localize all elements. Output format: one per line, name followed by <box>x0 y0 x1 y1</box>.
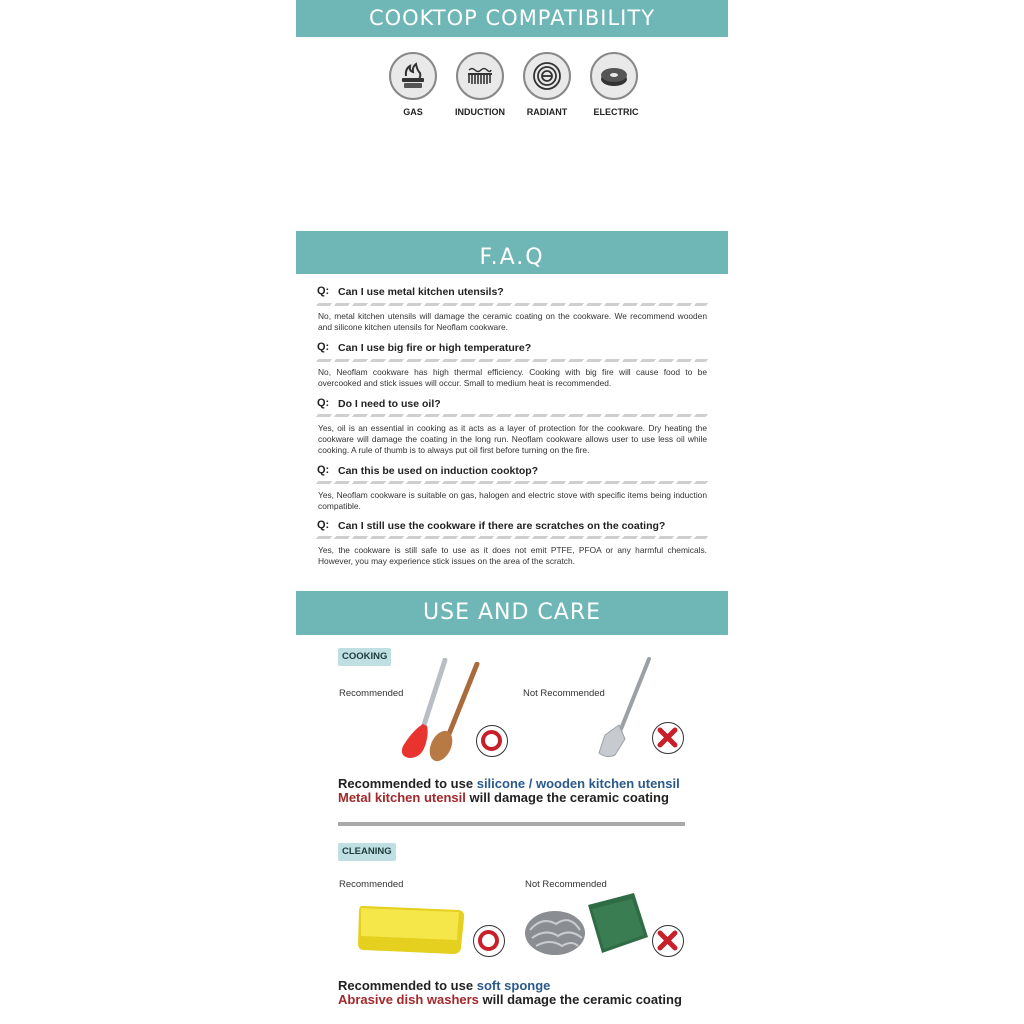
faq-answer-3: Yes, oil is an essential in cooking as it acts as a layer of protection for the cookware. Dry heating the cookware will damage the coating in the long run. Neoflam cookware allows user to use less oil while cooking. A rule of thumb is to always put oil first before turning on the fire. <box>318 423 707 455</box>
cleaning-recommended-label: Recommended <box>339 879 404 890</box>
cleaning-summary-line-2 <box>338 992 682 1007</box>
cleaning-warning-highlight: Abrasive dish washers <box>338 992 479 1007</box>
cleaning-not-recommended-label: Not Recommended <box>525 879 607 890</box>
faq-question-4 <box>317 464 717 480</box>
faq-question-text: Can I use big fire or high temperature? <box>338 342 532 354</box>
faq-question-text: Can I use metal kitchen utensils? <box>338 286 504 298</box>
faq-answer-5: Yes, the cookware is still safe to use as it does not emit PTFE, PFOA or any harmful chemicals. However, you may experience stick issues on the area of the scratch. <box>318 545 707 566</box>
cooking-summary-line-2 <box>338 790 669 805</box>
scouring-pad-icon <box>584 891 652 957</box>
faq-answer-2: No, Neoflam cookware has high thermal efficiency. Cooking with big fire will cause food to be overcooked and stick issues will occur. Small to medium heat is recommended. <box>318 367 707 388</box>
cooktop-compatibility-banner: COOKTOP COMPATIBILITY <box>296 0 728 37</box>
cooktop-label-radiant: RADIANT <box>526 107 568 117</box>
electric-plate-icon <box>590 52 638 100</box>
faq-question-5 <box>317 519 717 535</box>
cooking-recommended-label: Recommended <box>339 688 404 699</box>
faq-question-text: Can I still use the cookware if there are scratches on the coating? <box>338 520 666 532</box>
cleaning-summary-highlight: soft sponge <box>476 978 551 993</box>
cooking-summary-highlight: silicone / wooden kitchen utensil <box>476 776 680 791</box>
recommended-ok-icon <box>476 725 508 757</box>
faq-q-prefix: Q: <box>317 341 330 353</box>
faq-q-prefix: Q: <box>317 397 330 409</box>
wooden-spoon-icon <box>425 662 485 762</box>
recommended-ok-icon <box>473 925 505 957</box>
radiant-spiral-icon <box>523 52 571 100</box>
cooktop-label-gas: GAS <box>403 107 423 117</box>
cleaning-summary-prefix: Recommended to use <box>338 978 474 993</box>
induction-coil-icon <box>456 52 504 100</box>
cooking-not-recommended-label: Not Recommended <box>523 688 605 699</box>
faq-divider <box>316 359 709 362</box>
metal-turner-icon <box>595 655 655 761</box>
faq-divider <box>316 481 709 484</box>
faq-question-2 <box>317 341 717 357</box>
cooking-summary-prefix: Recommended to use <box>338 776 474 791</box>
cleaning-summary-line-1 <box>338 978 550 993</box>
cooking-summary-line-1 <box>338 776 680 791</box>
use-and-care-banner: USE AND CARE <box>296 591 728 635</box>
not-recommended-x-icon <box>652 722 684 754</box>
cooking-warning-suffix: will damage the ceramic coating <box>469 790 669 805</box>
section-divider <box>338 822 685 826</box>
faq-q-prefix: Q: <box>317 285 330 297</box>
faq-answer-4: Yes, Neoflam cookware is suitable on gas, halogen and electric stove with specific items being induction compatible. <box>318 490 707 511</box>
cooking-warning-highlight: Metal kitchen utensil <box>338 790 466 805</box>
soft-sponge-icon <box>355 900 467 958</box>
faq-divider <box>316 414 709 417</box>
cooktop-label-induction: INDUCTION <box>455 107 505 117</box>
steel-wool-icon <box>522 906 588 958</box>
faq-divider <box>316 536 709 539</box>
faq-banner: F.A.Q <box>296 231 728 274</box>
cleaning-tag: CLEANING <box>338 843 396 861</box>
not-recommended-x-icon <box>652 925 684 957</box>
cooking-tag: COOKING <box>338 648 391 666</box>
faq-question-text: Do I need to use oil? <box>338 398 441 410</box>
faq-question-1 <box>317 285 717 301</box>
gas-burner-icon <box>389 52 437 100</box>
faq-question-3 <box>317 397 717 413</box>
faq-q-prefix: Q: <box>317 464 330 476</box>
cleaning-warning-suffix: will damage the ceramic coating <box>482 992 682 1007</box>
cooktop-label-electric: ELECTRIC <box>593 107 639 117</box>
faq-divider <box>316 303 709 306</box>
faq-question-text: Can this be used on induction cooktop? <box>338 465 539 477</box>
faq-answer-1: No, metal kitchen utensils will damage the ceramic coating on the cookware. We recommend wooden and silicone kitchen utensils for Neoflam cookware. <box>318 311 707 332</box>
faq-q-prefix: Q: <box>317 519 330 531</box>
